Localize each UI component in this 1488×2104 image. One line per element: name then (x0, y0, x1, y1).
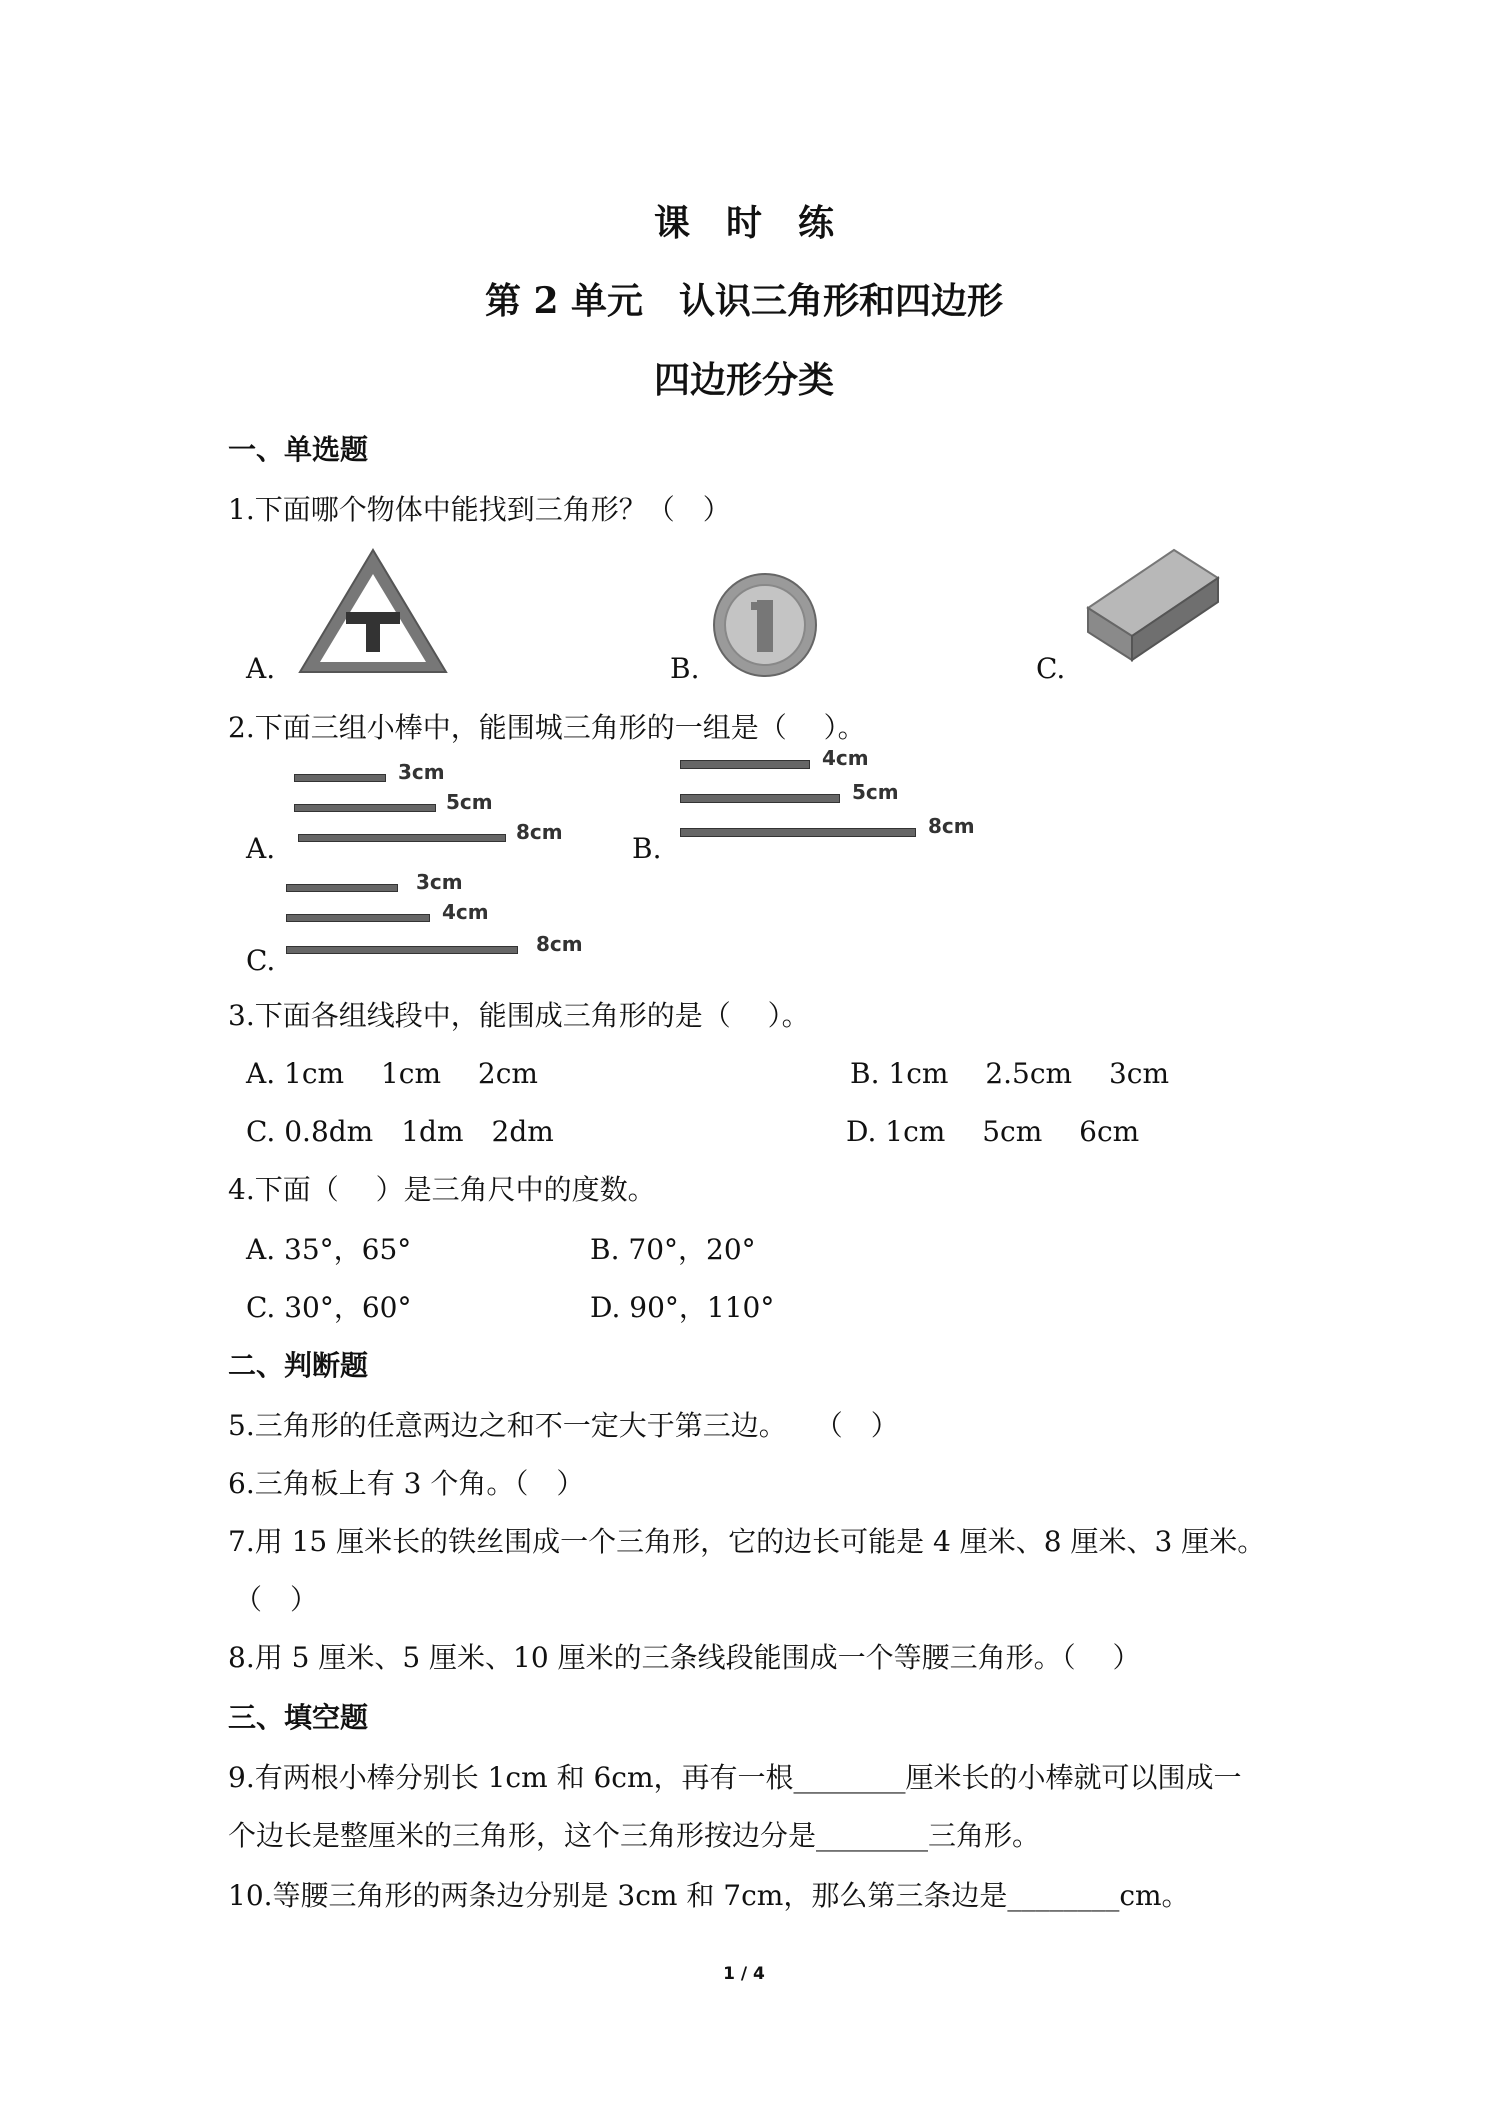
stick-row (294, 790, 494, 822)
worksheet-title: 课 时 练 (653, 202, 834, 244)
stick (286, 914, 430, 922)
stick-row (680, 814, 980, 846)
stick-label: 8cm (928, 814, 975, 838)
section-true-false: 二、判断题 (228, 1349, 369, 1382)
question-6: 6.三角板上有 3 个角。（ ） (228, 1467, 585, 1500)
stick-label: 4cm (442, 900, 489, 924)
stick-row (286, 932, 586, 964)
stick-row (294, 820, 564, 852)
question-9-line-2: 个边长是整厘米的三角形，这个三角形按边分是________三角形。 (228, 1819, 1041, 1852)
section-single-choice: 一、单选题 (228, 433, 369, 466)
stick (680, 794, 840, 803)
q2-option-a-label: A. (246, 832, 276, 865)
q3-option-a: A. 1cm 1cm 2cm (246, 1057, 538, 1090)
stick-label: 8cm (516, 820, 563, 844)
stick-row (286, 870, 486, 902)
q3-option-c: C. 0.8dm 1dm 2dm (246, 1115, 554, 1148)
page-number: 1 / 4 (723, 1964, 765, 1984)
q1-option-a-label: A. (246, 652, 276, 685)
question-4: 4.下面（ ）是三角尺中的度数。 (228, 1173, 656, 1206)
question-1: 1.下面哪个物体中能找到三角形？（ ） (228, 493, 731, 526)
q4-option-a: A. 35°，65° (246, 1233, 412, 1266)
stick-label: 4cm (822, 746, 869, 770)
question-7-line-1: 7.用 15 厘米长的铁丝围成一个三角形，它的边长可能是 4 厘米、8 厘米、3 厘米。 (228, 1525, 1266, 1558)
stick (680, 760, 810, 769)
q4-option-c: C. 30°，60° (246, 1291, 412, 1324)
stick-row (294, 760, 494, 792)
question-5: 5.三角形的任意两边之和不一定大于第三边。 （ ） (228, 1409, 899, 1442)
stick (286, 946, 518, 954)
q2-option-c-label: C. (246, 944, 276, 977)
section-fill-in: 三、填空题 (228, 1701, 369, 1734)
coin-icon (712, 572, 818, 678)
question-9-line-1: 9.有两根小棒分别长 1cm 和 6cm，再有一根________厘米长的小棒就可以围成一 (228, 1761, 1242, 1794)
q3-option-b: B. 1cm 2.5cm 3cm (850, 1057, 1170, 1090)
stick (294, 804, 436, 812)
unit-title: 第 2 单元 认识三角形和四边形 (484, 280, 1004, 322)
stick (286, 884, 398, 892)
q3-option-d: D. 1cm 5cm 6cm (846, 1115, 1140, 1148)
q1-option-c-label: C. (1036, 652, 1066, 685)
question-2: 2.下面三组小棒中，能围城三角形的一组是（ ）。 (228, 711, 866, 744)
lesson-title: 四边形分类 (653, 359, 834, 401)
stick-row (680, 780, 920, 812)
brick-icon (1082, 544, 1224, 664)
stick-label: 3cm (398, 760, 445, 784)
q4-option-d: D. 90°，110° (590, 1291, 775, 1324)
stick-label: 5cm (852, 780, 899, 804)
question-7-line-2: （ ） (234, 1583, 319, 1616)
q1-option-b-label: B. (670, 652, 700, 685)
stick (294, 774, 386, 782)
triangle-sign-icon (296, 546, 450, 676)
stick-row (286, 900, 506, 932)
stick (298, 834, 506, 842)
question-10: 10.等腰三角形的两条边分别是 3cm 和 7cm，那么第三条边是________cm。 (228, 1879, 1190, 1912)
stick-label: 3cm (416, 870, 463, 894)
q2-option-b-label: B. (632, 832, 662, 865)
question-3: 3.下面各组线段中，能围成三角形的是（ ）。 (228, 999, 810, 1032)
stick-row (680, 746, 900, 778)
stick-label: 8cm (536, 932, 583, 956)
question-8: 8.用 5 厘米、5 厘米、10 厘米的三条线段能围成一个等腰三角形。（ ） (228, 1641, 1141, 1674)
stick (680, 828, 916, 837)
q4-option-b: B. 70°，20° (590, 1233, 756, 1266)
stick-label: 5cm (446, 790, 493, 814)
